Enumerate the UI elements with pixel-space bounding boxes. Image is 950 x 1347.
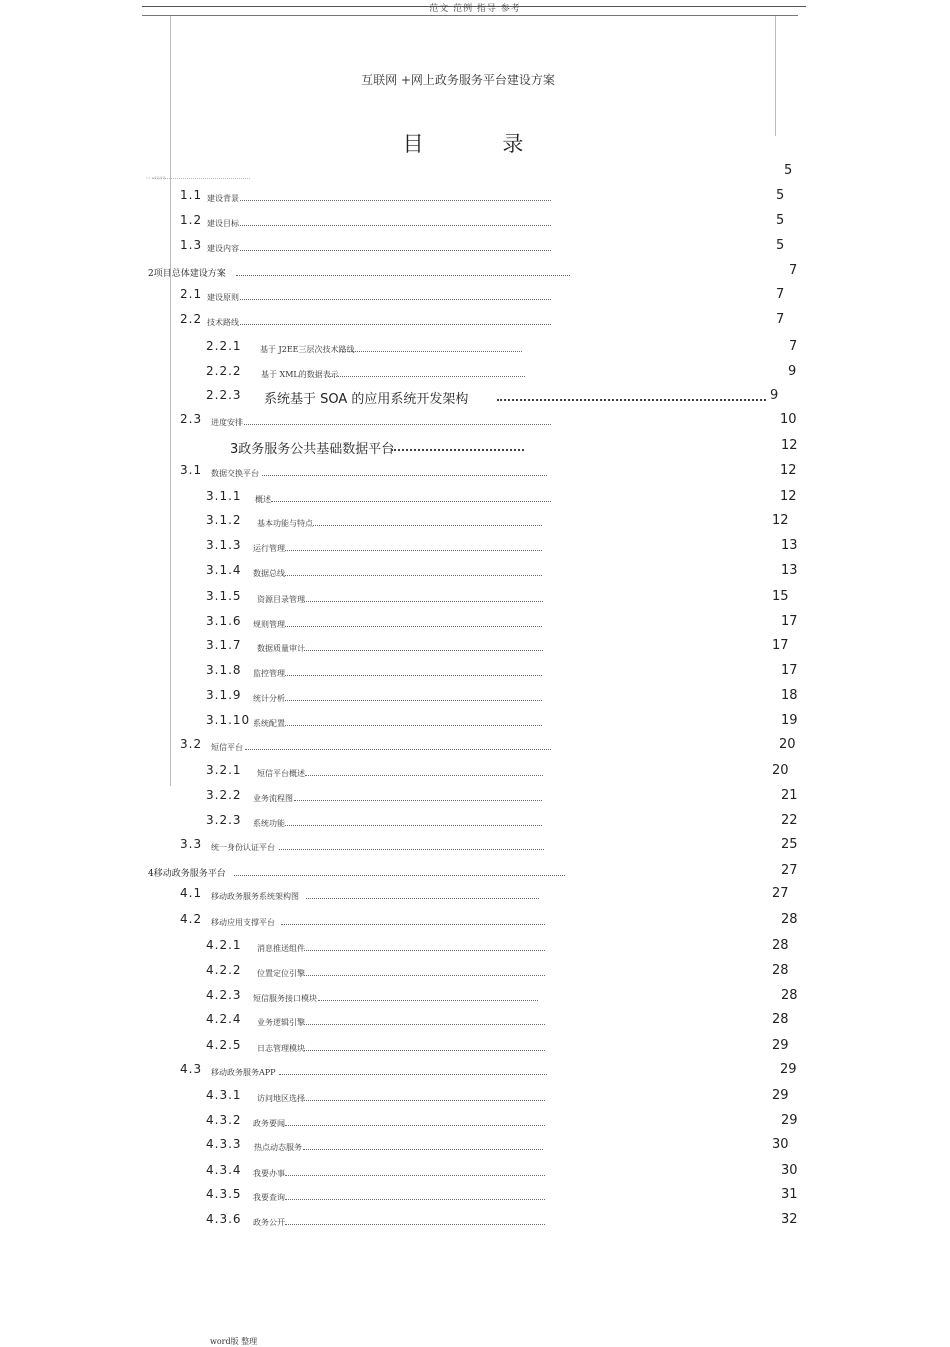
toc-entry-leader	[304, 1100, 545, 1101]
toc-entry-label: 访问地区选择	[257, 1094, 305, 1103]
toc-entry-label: 消息推送组件	[257, 944, 305, 953]
toc-entry-number: 3.1.4	[206, 563, 242, 577]
toc-entry-number: 2.3	[180, 412, 203, 426]
toc-entry-number: 4.2	[180, 912, 203, 926]
toc-entry-leader	[240, 225, 551, 226]
toc-entry-label: 建设原则	[207, 293, 239, 302]
toc-entry-leader	[285, 1199, 545, 1200]
toc-entry-label: 热点动态服务	[254, 1143, 302, 1152]
toc-entry-leader	[245, 749, 551, 750]
toc-entry-label: 数据总线	[253, 569, 285, 578]
toc-entry-page: 20	[772, 763, 789, 778]
toc-entry-label: 进度安排	[211, 418, 243, 427]
toc-entry-page: 13	[781, 538, 798, 553]
toc-entry-label: 运行管理	[253, 544, 285, 553]
toc-entry-leader	[294, 800, 542, 801]
toc-entry-leader	[236, 275, 570, 276]
tiny-toc-mark: 1.1.1项目背景	[146, 176, 166, 180]
toc-heading: 目 录	[402, 132, 560, 156]
toc-entry-leader	[240, 324, 551, 325]
toc-entry-label: 系统基于 SOA 的应用系统开发架构	[264, 392, 469, 407]
toc-entry-label: 3政务服务公共基础数据平台	[230, 442, 395, 457]
toc-entry-page: 10	[780, 412, 797, 427]
toc-entry-label: 4移动政务服务平台	[148, 869, 226, 879]
toc-entry-leader	[285, 725, 542, 726]
toc-entry-label: 数据质量审计	[257, 644, 305, 653]
toc-entry-label: 2项目总体建设方案	[148, 269, 226, 279]
toc-entry-leader	[306, 898, 539, 899]
toc-entry-page: 9	[770, 388, 779, 403]
toc-entry-label: 基于 J2EE三层次技术路线	[260, 345, 355, 354]
toc-entry-label: 技术路线	[207, 318, 239, 327]
toc-entry-page: 25	[781, 837, 798, 852]
toc-entry-page: 12	[780, 489, 797, 504]
toc-entry-number: 3.1.9	[206, 688, 242, 702]
toc-entry-page: 29	[781, 1113, 798, 1128]
toc-entry-leader	[234, 875, 565, 876]
toc-entry-page: 5	[776, 238, 785, 253]
toc-entry-page: 28	[781, 988, 798, 1003]
toc-entry-leader	[271, 501, 551, 502]
toc-entry-number: 3.1.3	[206, 538, 242, 552]
toc-entry-label: 移动应用支撑平台	[211, 918, 275, 927]
toc-entry-leader	[304, 1050, 545, 1051]
toc-entry-page: 28	[772, 938, 789, 953]
toc-entry-number: 4.1	[180, 886, 203, 900]
toc-entry-label: 基于 XML的数据表示	[261, 370, 339, 379]
toc-entry-label: 概述	[255, 495, 271, 504]
toc-entry-label: 政务要闻	[253, 1119, 285, 1128]
toc-entry-leader	[285, 675, 542, 676]
toc-entry-label: 统一身份认证平台	[211, 843, 275, 852]
toc-entry-leader	[285, 1125, 545, 1126]
toc-entry-page: 13	[781, 563, 798, 578]
toc-entry-page: 28	[772, 963, 789, 978]
toc-entry-leader	[304, 601, 543, 602]
toc-entry-number: 2.2.3	[206, 388, 242, 402]
toc-entry-leader	[285, 1175, 545, 1176]
toc-entry-page: 30	[781, 1163, 798, 1178]
document-title: 互联网 +网上政务服务平台建设方案	[361, 73, 555, 87]
toc-entry-label: 日志管理模块	[257, 1044, 305, 1053]
toc-entry-label: 基本功能与特点	[257, 519, 313, 528]
toc-entry-number: 4.3.2	[206, 1113, 242, 1127]
toc-entry-leader	[285, 575, 542, 576]
toc-entry-number: 3.1.10	[206, 713, 251, 727]
toc-entry-label: 短信平台	[211, 743, 243, 752]
toc-entry-label: 短信服务接口模块	[253, 994, 317, 1003]
toc-entry-page: 28	[772, 1012, 789, 1027]
toc-entry-page: 29	[780, 1062, 797, 1077]
toc-entry-leader	[285, 700, 542, 701]
toc-entry-page: 22	[781, 813, 798, 828]
toc-entry-label: 规则管理	[253, 620, 285, 629]
toc-entry-leader	[281, 924, 545, 925]
toc-entry-leader	[304, 1024, 545, 1025]
toc-entry-leader	[285, 550, 542, 551]
toc-entry-label: 系统功能	[253, 819, 285, 828]
toc-entry-number: 4.3.3	[206, 1137, 242, 1151]
toc-entry-page: 29	[772, 1088, 789, 1103]
toc-entry-leader	[313, 525, 542, 526]
footer-note: word版 整理	[210, 1337, 258, 1346]
toc-entry-page: 18	[781, 688, 798, 703]
toc-entry-label: 我要办事	[253, 1169, 285, 1178]
toc-entry-page: 32	[781, 1212, 798, 1227]
toc-entry-number: 2.2	[180, 312, 203, 326]
toc-entry-label: 数据交换平台	[211, 469, 259, 478]
toc-entry-page: 12	[780, 463, 797, 478]
toc-entry-label: 业务流程图	[253, 794, 293, 803]
toc-entry-leader	[285, 825, 542, 826]
toc-entry-page: 30	[772, 1137, 789, 1152]
header-note: 范文 范例 指导 参考	[429, 4, 521, 14]
toc-entry-page: 27	[781, 863, 798, 878]
toc-entry-page: 31	[781, 1187, 798, 1202]
toc-entry-page: 17	[781, 663, 798, 678]
toc-entry-number: 1.2	[180, 213, 203, 227]
toc-entry-number: 3.1.2	[206, 513, 242, 527]
toc-entry-number: 4.2.3	[206, 988, 242, 1002]
toc-entry-number: 4.2.2	[206, 963, 242, 977]
toc-entry-label: 建设内容	[207, 244, 239, 253]
toc-entry-number: 3.1	[180, 463, 203, 477]
toc-entry-leader	[304, 950, 545, 951]
toc-entry-number: 1.3	[180, 238, 203, 252]
toc-entry-leader	[304, 650, 543, 651]
toc-entry-page: 7	[776, 312, 785, 327]
toc-entry-page: 7	[789, 339, 798, 354]
toc-entry-number: 3.2.3	[206, 813, 242, 827]
toc-entry-page: 12	[781, 438, 798, 453]
toc-entry-leader	[262, 475, 547, 476]
toc-entry-leader	[240, 250, 551, 251]
toc-entry-number: 3.1.5	[206, 589, 242, 603]
toc-entry-number: 4.3.4	[206, 1163, 242, 1177]
toc-entry-page: 29	[772, 1038, 789, 1053]
toc-entry-leader	[318, 1000, 538, 1001]
toc-entry-label: 移动政务服务APP	[211, 1068, 276, 1077]
toc-entry-leader	[305, 775, 543, 776]
toc-entry-label: 建设目标	[207, 219, 239, 228]
toc-entry-number: 2.2.1	[206, 339, 242, 353]
toc-entry-label: 监控管理	[253, 669, 285, 678]
toc-entry-number: 1.1	[180, 188, 203, 202]
toc-entry-number: 3.2	[180, 737, 203, 751]
toc-entry-leader	[497, 399, 766, 401]
toc-entry-label: 建设背景	[207, 194, 239, 203]
toc-entry-page: 5	[776, 213, 785, 228]
toc-entry-page: 7	[776, 287, 785, 302]
toc-entry-number: 4.2.5	[206, 1038, 242, 1052]
toc-entry-number: 4.3	[180, 1062, 203, 1076]
toc-entry-number: 3.2.1	[206, 763, 242, 777]
toc-entry-leader	[279, 849, 544, 850]
toc-entry-number: 4.3.6	[206, 1212, 242, 1226]
toc-entry-page: 5	[776, 188, 785, 203]
toc-entry-page: 7	[789, 263, 798, 278]
toc-entry-page: 27	[772, 886, 789, 901]
toc-entry-page: 15	[772, 589, 789, 604]
toc-entry-number: 4.2.1	[206, 938, 242, 952]
toc-entry-number: 4.3.5	[206, 1187, 242, 1201]
toc-entry-leader	[240, 200, 551, 201]
toc-entry-number: 4.3.1	[206, 1088, 242, 1102]
toc-entry-page: 12	[772, 513, 789, 528]
toc-entry-label: 政务公开	[253, 1218, 285, 1227]
toc-entry-leader	[342, 351, 522, 352]
toc-entry-number: 3.1.6	[206, 614, 242, 628]
toc-entry-number: 2.2.2	[206, 364, 242, 378]
toc-entry-number: 4.2.4	[206, 1012, 242, 1026]
toc-entry-page: 28	[781, 912, 798, 927]
tiny-toc-leader	[152, 178, 250, 179]
toc-entry-number: 3.1.7	[206, 638, 242, 652]
toc-entry-label: 系统配置	[253, 719, 285, 728]
toc-entry-label: 我要查询	[253, 1193, 285, 1202]
toc-entry-leader	[303, 1149, 543, 1150]
toc-entry-page: 5	[784, 163, 793, 178]
toc-entry-page: 17	[772, 638, 789, 653]
toc-entry-label: 短信平台概述	[257, 769, 305, 778]
toc-entry-leader	[304, 975, 545, 976]
toc-entry-leader	[328, 376, 525, 377]
toc-entry-leader	[285, 1224, 545, 1225]
toc-entry-number: 3.3	[180, 837, 203, 851]
toc-entry-page: 17	[781, 614, 798, 629]
toc-entry-label: 统计分析	[253, 694, 285, 703]
toc-entry-number: 3.1.1	[206, 489, 242, 503]
toc-entry-page: 9	[788, 364, 797, 379]
header-rule-bottom	[142, 15, 798, 16]
toc-entry-number: 3.2.2	[206, 788, 242, 802]
toc-entry-label: 业务逻辑引擎	[257, 1018, 305, 1027]
toc-entry-leader	[244, 424, 551, 425]
toc-entry-leader	[279, 1074, 547, 1075]
toc-entry-leader	[240, 299, 551, 300]
toc-entry-page: 19	[781, 713, 798, 728]
toc-entry-leader	[285, 626, 542, 627]
toc-entry-page: 20	[779, 737, 796, 752]
toc-entry-label: 位置定位引擎	[257, 969, 305, 978]
toc-entry-number: 3.1.8	[206, 663, 242, 677]
toc-entry-label: 移动政务服务系统架构图	[211, 892, 299, 901]
toc-entry-page: 21	[781, 788, 798, 803]
toc-entry-leader	[391, 449, 524, 451]
toc-entry-label: 资源目录管理	[257, 595, 305, 604]
toc-entry-number: 2.1	[180, 287, 203, 301]
